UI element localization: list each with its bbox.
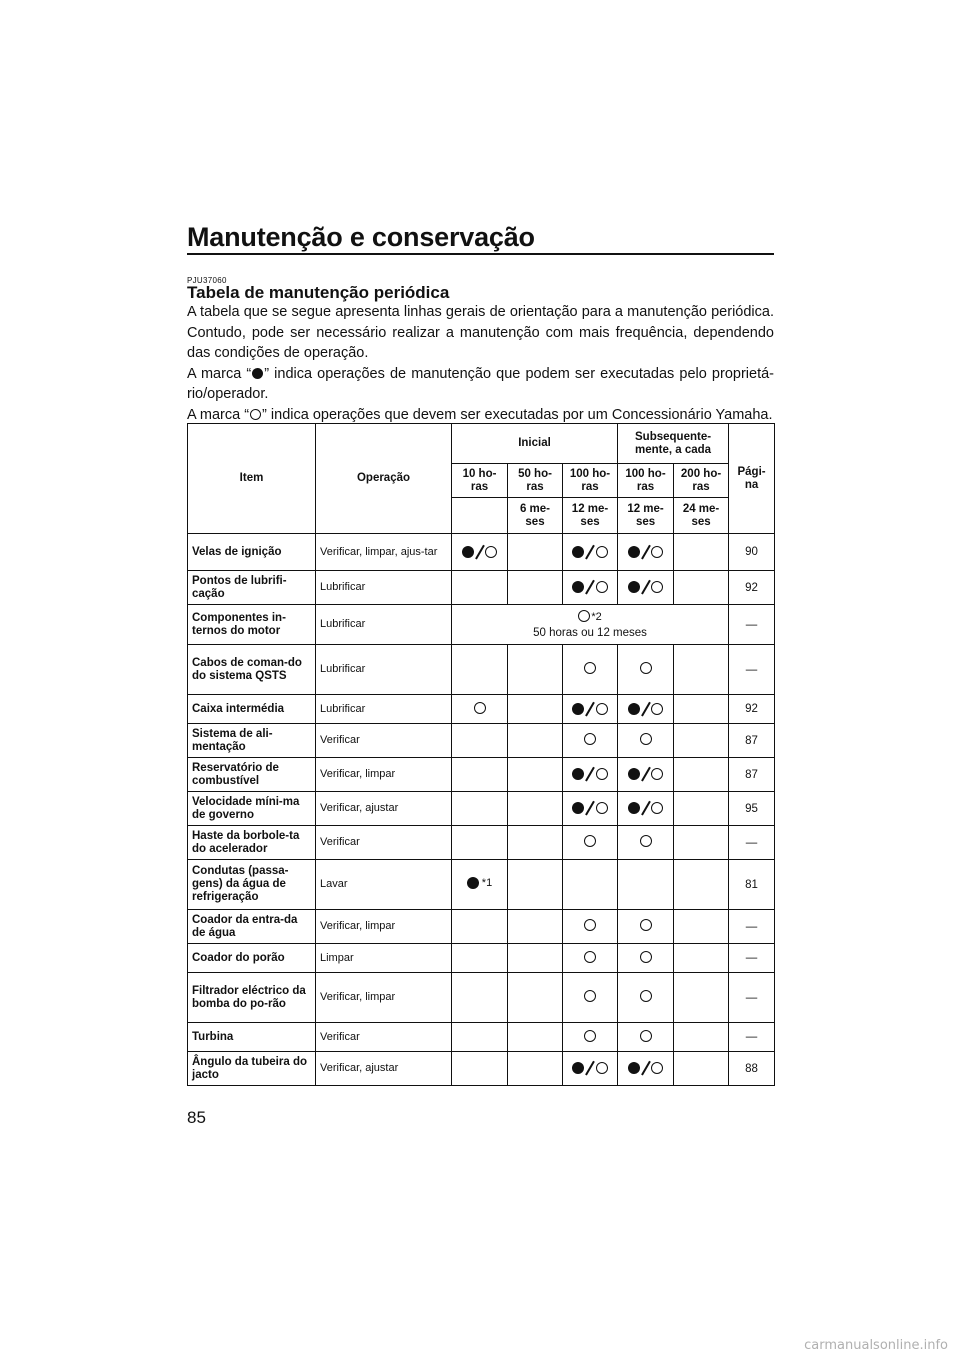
row-interval-cell — [618, 1052, 674, 1086]
owner-or-dealer-mark — [462, 544, 498, 560]
row-interval-cell — [618, 860, 674, 910]
table-row — [188, 1052, 775, 1086]
legend-open-after: ” indica operações que devem ser executadas por um Concessionário Yamaha. — [262, 406, 773, 423]
filled-circle-icon — [572, 546, 584, 558]
owner-or-dealer-mark — [572, 544, 608, 560]
dealer-mark — [640, 835, 652, 847]
slash-icon — [475, 544, 484, 559]
row-operation: Verificar — [316, 826, 452, 860]
row-interval-cell — [508, 724, 563, 758]
filled-circle-icon — [467, 877, 479, 889]
open-circle-icon — [584, 733, 596, 745]
row-interval-cell — [452, 944, 508, 973]
row-interval-cell — [563, 695, 618, 724]
dealer-mark — [584, 919, 596, 931]
slash-icon — [585, 1061, 594, 1076]
table-body — [188, 534, 775, 1086]
open-circle-icon — [584, 835, 596, 847]
header-item: Item — [188, 424, 316, 534]
row-interval-cell — [452, 571, 508, 605]
header-page: Pági-na — [729, 424, 775, 534]
intro-paragraph: A tabela que se segue apresenta linhas gerais de orientação para a manutenção periódica. Contudo, pode ser necessário realizar a manutenção com mais frequência, dependendo das condições de operação. — [187, 304, 774, 361]
filled-circle-icon — [572, 802, 584, 814]
owner-or-dealer-mark — [572, 1060, 608, 1076]
row-interval-cell — [618, 944, 674, 973]
row-interval-cell — [452, 860, 508, 910]
row-interval-cell — [508, 826, 563, 860]
row-item: Condutas (passa-gens) da água de refrigeração — [188, 860, 316, 910]
open-circle-icon — [596, 768, 608, 780]
row-interval-cell — [563, 860, 618, 910]
row-item: Reservatório de combustível — [188, 758, 316, 792]
legend-filled-before: A marca “ — [187, 365, 252, 382]
table-row — [188, 534, 775, 571]
table-row — [188, 605, 775, 645]
intro-text — [187, 302, 774, 425]
open-circle-icon — [250, 409, 261, 420]
row-interval-cell — [508, 944, 563, 973]
open-circle-icon — [596, 1062, 608, 1074]
table-row — [188, 973, 775, 1023]
row-interval-cell — [563, 758, 618, 792]
row-interval-cell — [674, 944, 729, 973]
row-interval-cell — [618, 758, 674, 792]
row-interval-cell — [618, 724, 674, 758]
table-row — [188, 1023, 775, 1052]
open-circle-icon — [485, 546, 497, 558]
row-interval-cell — [563, 645, 618, 695]
legend-open-before: A marca “ — [187, 406, 250, 423]
dealer-mark — [640, 919, 652, 931]
span-note-mark — [456, 610, 724, 626]
row-item: Cabos de coman-do do sistema QSTS — [188, 645, 316, 695]
dealer-mark — [640, 990, 652, 1002]
row-interval-cell — [563, 944, 618, 973]
dealer-mark — [640, 951, 652, 963]
open-circle-icon — [651, 802, 663, 814]
slash-icon — [641, 801, 650, 816]
slash-icon — [585, 701, 594, 716]
dealer-mark — [584, 990, 596, 1002]
open-circle-icon — [584, 990, 596, 1002]
row-operation: Lavar — [316, 860, 452, 910]
row-operation: Limpar — [316, 944, 452, 973]
row-page-ref: — — [729, 973, 775, 1023]
legend-filled-after: ” indica operações de manutenção que podem ser executadas pelo proprietá-rio/operador. — [187, 365, 774, 402]
row-interval-cell — [452, 792, 508, 826]
row-item: Coador da entra-da de água — [188, 910, 316, 944]
row-interval-cell — [508, 758, 563, 792]
row-item: Haste da borbole-ta do acelerador — [188, 826, 316, 860]
filled-circle-icon — [628, 1062, 640, 1074]
row-item: Velocidade míni-ma de governo — [188, 792, 316, 826]
row-interval-cell — [618, 695, 674, 724]
row-item: Velas de ignição — [188, 534, 316, 571]
slash-icon — [641, 701, 650, 716]
dealer-mark — [584, 1030, 596, 1042]
row-interval-cell — [563, 1052, 618, 1086]
row-interval-cell — [563, 724, 618, 758]
filled-circle-icon — [572, 1062, 584, 1074]
owner-mark — [467, 877, 492, 889]
row-interval-cell — [452, 826, 508, 860]
row-interval-cell — [618, 973, 674, 1023]
row-interval-cell — [674, 860, 729, 910]
section-code: PJU37060 — [187, 276, 227, 285]
row-page-ref: — — [729, 826, 775, 860]
open-circle-icon — [651, 1062, 663, 1074]
row-interval-cell — [508, 973, 563, 1023]
owner-or-dealer-mark — [628, 544, 664, 560]
filled-circle-icon — [572, 703, 584, 715]
row-interval-cell — [452, 973, 508, 1023]
open-circle-icon — [640, 951, 652, 963]
table-row — [188, 826, 775, 860]
slash-icon — [585, 580, 594, 595]
open-circle-icon — [596, 802, 608, 814]
row-page-ref: — — [729, 910, 775, 944]
row-interval-cell — [674, 1052, 729, 1086]
filled-circle-icon — [628, 802, 640, 814]
row-interval-cell — [452, 695, 508, 724]
row-interval-cell — [618, 826, 674, 860]
page-title: Manutenção e conservação — [187, 222, 535, 252]
filled-circle-icon — [628, 768, 640, 780]
table-row — [188, 792, 775, 826]
row-interval-cell — [674, 571, 729, 605]
row-interval-cell — [674, 758, 729, 792]
header-hours: 200 ho-ras — [674, 464, 729, 498]
row-interval-cell — [618, 910, 674, 944]
row-operation: Verificar, limpar — [316, 758, 452, 792]
header-hours: 100 ho-ras — [618, 464, 674, 498]
open-circle-icon — [584, 662, 596, 674]
row-operation: Verificar, limpar, ajus-tar — [316, 534, 452, 571]
row-interval-cell — [674, 534, 729, 571]
row-page-ref: 87 — [729, 758, 775, 792]
row-interval-cell — [674, 695, 729, 724]
table-row — [188, 571, 775, 605]
filled-circle-icon — [628, 703, 640, 715]
row-interval-cell — [508, 910, 563, 944]
header-hours: 10 ho-ras — [452, 464, 508, 498]
row-item: Componentes in-ternos do motor — [188, 605, 316, 645]
dealer-mark — [584, 733, 596, 745]
dealer-mark — [640, 1030, 652, 1042]
row-interval-cell — [674, 826, 729, 860]
owner-or-dealer-mark — [572, 766, 608, 782]
row-interval-cell — [452, 724, 508, 758]
open-circle-icon — [640, 662, 652, 674]
row-interval-cell — [563, 826, 618, 860]
row-page-ref: 92 — [729, 695, 775, 724]
owner-or-dealer-mark — [628, 1060, 664, 1076]
open-circle-icon — [584, 951, 596, 963]
row-interval-cell — [618, 1023, 674, 1052]
row-interval-cell — [618, 792, 674, 826]
row-interval-cell — [508, 695, 563, 724]
row-interval-cell — [674, 792, 729, 826]
row-operation: Verificar, ajustar — [316, 792, 452, 826]
dealer-mark — [640, 733, 652, 745]
row-interval-cell — [563, 910, 618, 944]
filled-circle-icon — [628, 546, 640, 558]
row-item: Pontos de lubrifi-cação — [188, 571, 316, 605]
row-interval-cell — [563, 534, 618, 571]
row-item: Coador do porão — [188, 944, 316, 973]
table-row — [188, 645, 775, 695]
row-page-ref: 81 — [729, 860, 775, 910]
row-page-ref: — — [729, 645, 775, 695]
table-row — [188, 724, 775, 758]
filled-circle-icon — [462, 546, 474, 558]
open-circle-icon — [651, 768, 663, 780]
table-row — [188, 860, 775, 910]
row-page-ref: 95 — [729, 792, 775, 826]
header-months: 24 me-ses — [674, 498, 729, 534]
open-circle-icon — [640, 919, 652, 931]
dealer-mark — [474, 702, 486, 714]
footnote-ref: *2 — [591, 610, 602, 623]
open-circle-icon — [584, 919, 596, 931]
owner-or-dealer-mark — [628, 800, 664, 816]
row-interval-cell — [508, 645, 563, 695]
slash-icon — [641, 1061, 650, 1076]
table-row — [188, 695, 775, 724]
open-circle-icon — [474, 702, 486, 714]
header-operation: Operação — [316, 424, 452, 534]
row-page-ref: 87 — [729, 724, 775, 758]
row-span-note — [452, 605, 729, 645]
row-interval-cell — [618, 645, 674, 695]
slash-icon — [585, 801, 594, 816]
filled-circle-icon — [252, 368, 263, 379]
row-interval-cell — [674, 973, 729, 1023]
open-circle-icon — [596, 546, 608, 558]
row-interval-cell — [508, 571, 563, 605]
legend-filled — [187, 364, 774, 405]
row-page-ref: — — [729, 605, 775, 645]
row-interval-cell — [563, 792, 618, 826]
row-operation: Lubrificar — [316, 695, 452, 724]
row-interval-cell — [674, 910, 729, 944]
owner-or-dealer-mark — [572, 579, 608, 595]
row-interval-cell — [508, 860, 563, 910]
slash-icon — [641, 544, 650, 559]
open-circle-icon — [651, 703, 663, 715]
owner-or-dealer-mark — [572, 800, 608, 816]
table-row — [188, 758, 775, 792]
filled-circle-icon — [572, 768, 584, 780]
header-hours: 50 ho-ras — [508, 464, 563, 498]
row-operation: Lubrificar — [316, 645, 452, 695]
row-operation: Verificar, ajustar — [316, 1052, 452, 1086]
row-interval-cell — [508, 792, 563, 826]
row-interval-cell — [618, 534, 674, 571]
open-circle-icon — [640, 733, 652, 745]
row-item: Sistema de ali-mentação — [188, 724, 316, 758]
row-interval-cell — [563, 571, 618, 605]
row-operation: Verificar — [316, 724, 452, 758]
row-item: Ângulo da tubeira do jacto — [188, 1052, 316, 1086]
span-note-text: 50 horas ou 12 meses — [533, 626, 647, 639]
watermark: carmanualsonline.info — [804, 1338, 948, 1353]
row-interval-cell — [508, 1052, 563, 1086]
open-circle-icon — [584, 1030, 596, 1042]
row-item: Caixa intermédia — [188, 695, 316, 724]
header-months-empty — [452, 498, 508, 534]
header-hours: 100 ho-ras — [563, 464, 618, 498]
row-interval-cell — [452, 910, 508, 944]
row-interval-cell — [452, 534, 508, 571]
row-operation: Verificar — [316, 1023, 452, 1052]
row-page-ref: — — [729, 1023, 775, 1052]
row-operation: Verificar, limpar — [316, 973, 452, 1023]
header-subsequent: Subsequente-mente, a cada — [618, 424, 729, 464]
table-row — [188, 944, 775, 973]
row-interval-cell — [674, 645, 729, 695]
table-row — [188, 910, 775, 944]
row-page-ref: 90 — [729, 534, 775, 571]
row-item: Turbina — [188, 1023, 316, 1052]
row-interval-cell — [618, 571, 674, 605]
owner-or-dealer-mark — [572, 701, 608, 717]
open-circle-icon — [640, 835, 652, 847]
row-interval-cell — [674, 724, 729, 758]
row-interval-cell — [452, 645, 508, 695]
row-operation: Verificar, limpar — [316, 910, 452, 944]
slash-icon — [585, 544, 594, 559]
filled-circle-icon — [628, 581, 640, 593]
section-title: Tabela de manutenção periódica — [187, 283, 450, 302]
header-months: 6 me-ses — [508, 498, 563, 534]
slash-icon — [641, 767, 650, 782]
row-operation: Lubrificar — [316, 605, 452, 645]
maintenance-table — [187, 423, 775, 1086]
row-page-ref: 92 — [729, 571, 775, 605]
owner-or-dealer-mark — [628, 766, 664, 782]
dealer-mark — [640, 662, 652, 674]
row-interval-cell — [452, 1052, 508, 1086]
dealer-mark — [584, 951, 596, 963]
open-circle-icon — [640, 1030, 652, 1042]
dealer-mark — [584, 662, 596, 674]
row-item: Filtrador eléctrico da bomba do po-rão — [188, 973, 316, 1023]
slash-icon — [585, 767, 594, 782]
header-months: 12 me-ses — [563, 498, 618, 534]
filled-circle-icon — [572, 581, 584, 593]
dealer-mark — [584, 835, 596, 847]
open-circle-icon — [651, 581, 663, 593]
row-interval-cell — [452, 758, 508, 792]
title-rule — [187, 253, 774, 255]
row-interval-cell — [452, 1023, 508, 1052]
row-interval-cell — [674, 1023, 729, 1052]
row-interval-cell — [508, 534, 563, 571]
header-initial: Inicial — [452, 424, 618, 464]
row-interval-cell — [563, 973, 618, 1023]
owner-or-dealer-mark — [628, 579, 664, 595]
open-circle-icon — [596, 703, 608, 715]
legend-open — [187, 405, 774, 426]
slash-icon — [641, 580, 650, 595]
open-circle-icon — [640, 990, 652, 1002]
row-interval-cell — [508, 1023, 563, 1052]
row-page-ref: — — [729, 944, 775, 973]
page-number: 85 — [187, 1108, 206, 1127]
header-months: 12 me-ses — [618, 498, 674, 534]
row-operation: Lubrificar — [316, 571, 452, 605]
open-circle-icon — [578, 610, 590, 622]
owner-or-dealer-mark — [628, 701, 664, 717]
row-interval-cell — [563, 1023, 618, 1052]
footnote-ref: *1 — [481, 877, 493, 889]
open-circle-icon — [651, 546, 663, 558]
open-circle-icon — [596, 581, 608, 593]
row-page-ref: 88 — [729, 1052, 775, 1086]
